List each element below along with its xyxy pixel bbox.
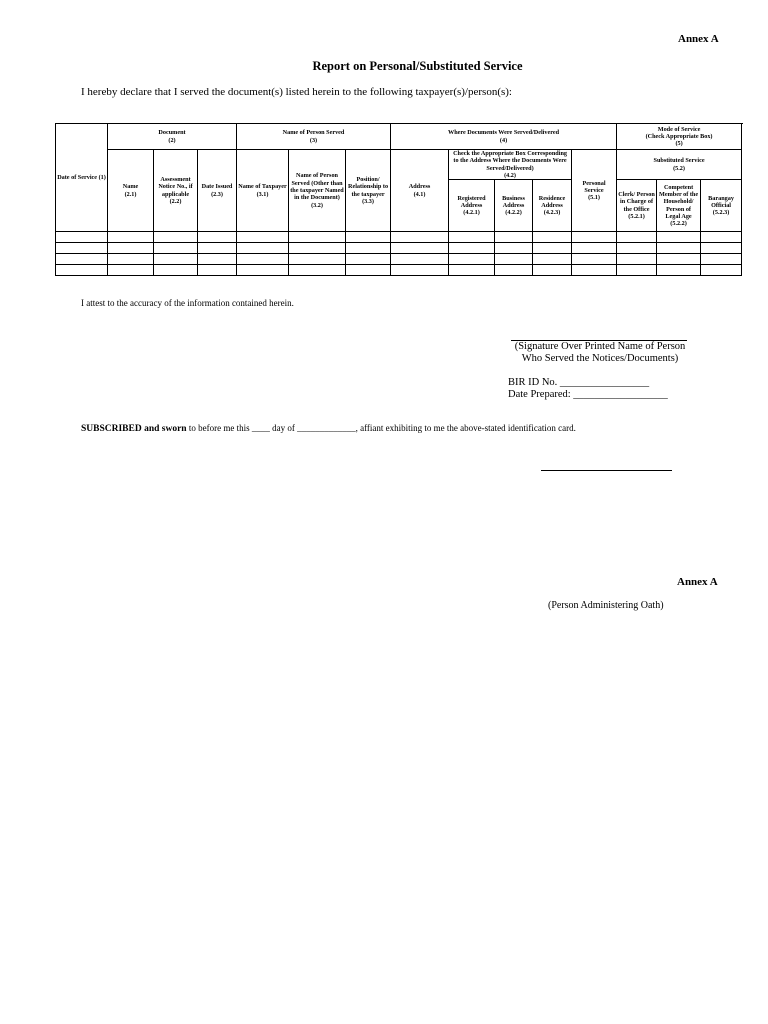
header-person-served-group: Name of Person Served (3) <box>237 124 391 150</box>
oath-text <box>81 423 576 434</box>
header-5-1: Personal Service (5.1) <box>572 150 617 232</box>
header-4-2-2: Business Address (4.2.2) <box>495 180 533 232</box>
table-row <box>56 254 742 265</box>
header-2-3: Date Issued (2.3) <box>198 150 237 232</box>
date-prepared-field: Date Prepared: __________________ <box>508 389 668 400</box>
bir-id-field: BIR ID No. _________________ <box>508 377 650 388</box>
header-5-2-3: Barangay Official (5.2.3) <box>701 180 742 232</box>
header-4-2-1: Registered Address (4.2.1) <box>449 180 495 232</box>
annex-label-bottom: Annex A <box>677 576 718 588</box>
attestation-text: I attest to the accuracy of the information contained herein. <box>81 298 294 308</box>
header-2-1: Name (2.1) <box>108 150 154 232</box>
annex-label-top: Annex A <box>678 33 719 45</box>
header-3-1: Name of Taxpayer (3.1) <box>237 150 289 232</box>
oath-lead: SUBSCRIBED and sworn <box>81 424 187 434</box>
page-title: Report on Personal/Substituted Service <box>312 59 523 73</box>
header-document-group: Document (2) <box>108 124 237 150</box>
header-4-1: Address (4.1) <box>391 150 449 232</box>
header-5-2-1: Clerk/ Person in Charge of the Office (5.2.1) <box>617 180 657 232</box>
declaration-text: I hereby declare that I served the document(s) listed herein to the following taxpayer(s)/person(s): <box>81 86 512 98</box>
header-3-2: Name of Person Served (Other than the taxpayer Named in the Document) (3.2) <box>289 150 346 232</box>
service-report-table <box>55 123 742 276</box>
oath-body: to before me this ____ day of _____________, affiant exhibiting to me the above-stated identification card. <box>186 423 576 433</box>
administering-oath-caption: (Person Administering Oath) <box>548 600 664 611</box>
signature-caption: (Signature Over Printed Name of Person Who Served the Notices/Documents) <box>514 341 686 364</box>
header-where-served-group: Where Documents Were Served/Delivered (4) <box>391 124 617 150</box>
header-4-2-3: Residence Address (4.2.3) <box>533 180 572 232</box>
header-mode-of-service-group: Mode of Service (Check Appropriate Box) (5) <box>617 124 742 150</box>
header-4-2-group: Check the Appropriate Box Corresponding to the Address Where the Documents Were Served/Delivered) (4.2) <box>449 150 572 180</box>
oath-signature-line <box>541 470 672 471</box>
table-row <box>56 265 742 276</box>
table-row <box>56 232 742 243</box>
header-5-2-group: Substituted Service (5.2) <box>617 150 742 180</box>
header-2-2: Assessment Notice No., if applicable (2.2) <box>154 150 198 232</box>
header-date-of-service: Date of Service (1) <box>56 124 108 232</box>
table-row <box>56 243 742 254</box>
header-5-2-2: Competent Member of the Household/ Person of Legal Age (5.2.2) <box>657 180 701 232</box>
header-3-3: Position/ Relationship to the taxpayer (3.3) <box>346 150 391 232</box>
